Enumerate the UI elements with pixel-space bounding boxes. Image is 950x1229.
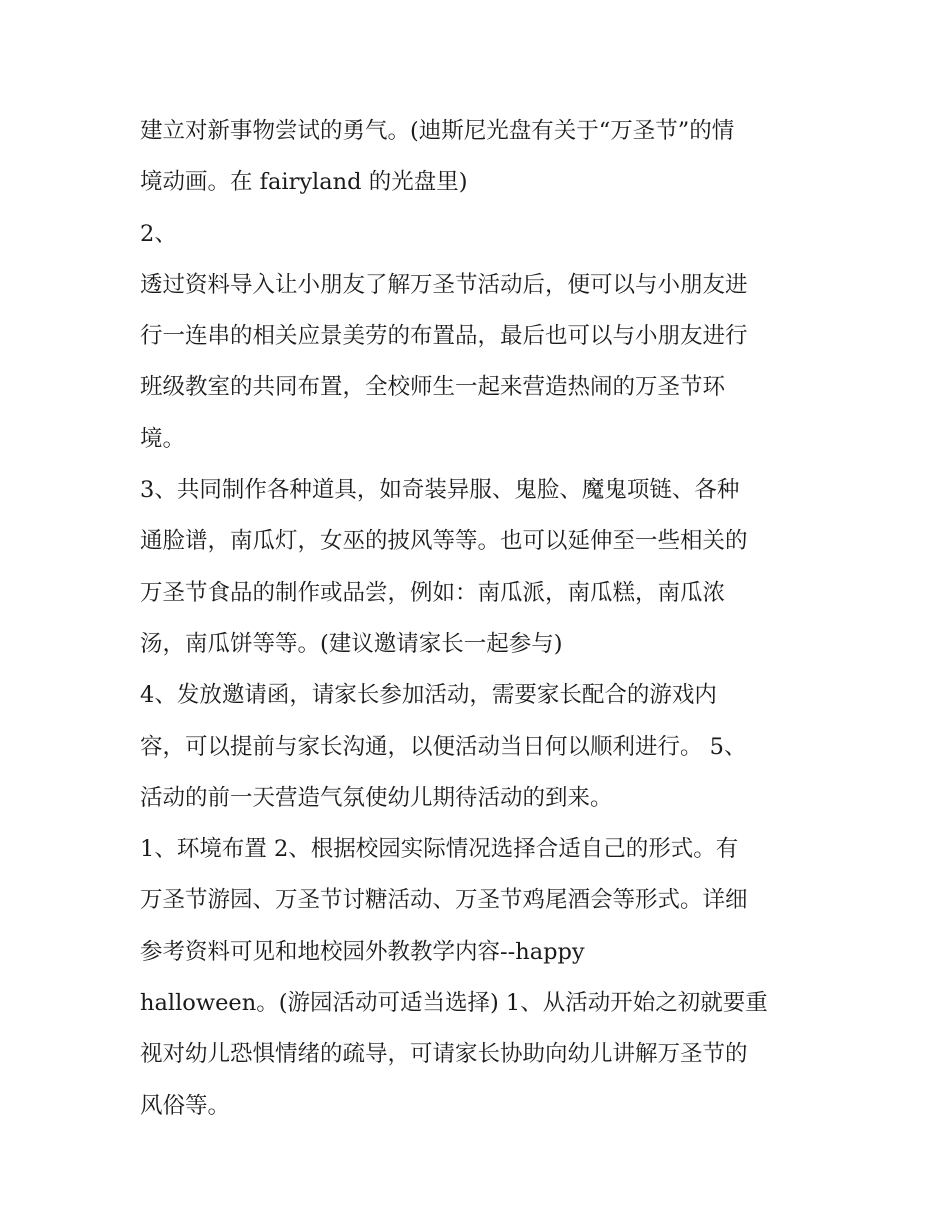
text-line: 境动画。在 fairyland 的光盘里) [140, 169, 468, 196]
text-line: 万圣节游园、万圣节讨糖活动、万圣节鸡尾酒会等形式。详细 [140, 887, 748, 914]
text-line: 4、发放邀请函，请家长参加活动，需要家长配合的游戏内 [140, 682, 717, 709]
text-line: 1、环境布置 2、根据校园实际情况选择合适自己的形式。有 [140, 836, 739, 863]
text-line: halloween。(游园活动可适当选择) 1、从活动开始之初就要重 [140, 990, 768, 1017]
body-text [140, 106, 820, 1132]
text-line: 风俗等。 [140, 1092, 231, 1119]
text-line: 活动的前一天营造气氛使幼儿期待活动的到来。 [140, 784, 613, 811]
text-line: 行一连串的相关应景美劳的布置品，最后也可以与小朋友进行 [140, 323, 748, 350]
text-line: 建立对新事物尝试的勇气。(迪斯尼光盘有关于“万圣节”的情 [140, 118, 735, 144]
text-line: 汤，南瓜饼等等。(建议邀请家长一起参与) [140, 630, 563, 657]
text-line: 班级教室的共同布置，全校师生一起来营造热闹的万圣节环 [140, 374, 726, 401]
text-line: 通脸谱，南瓜灯，女巫的披风等等。也可以延伸至一些相关的 [140, 528, 748, 555]
text-line: 透过资料导入让小朋友了解万圣节活动后，便可以与小朋友进 [140, 271, 748, 298]
text-line: 3、共同制作各种道具，如奇装异服、鬼脸、魔鬼项链、各种 [140, 477, 740, 504]
text-line: 万圣节食品的制作或品尝，例如：南瓜派，南瓜糕，南瓜浓 [140, 579, 726, 606]
text-line: 2、 [140, 220, 177, 247]
text-line: 容，可以提前与家长沟通，以便活动当日何以顺利进行。 5、 [140, 733, 747, 760]
text-line: 参考资料可见和地校园外教教学内容--happy [140, 938, 585, 965]
text-line: 境。 [140, 425, 186, 452]
text-line: 视对幼儿恐惧情绪的疏导，可请家长协助向幼儿讲解万圣节的 [140, 1041, 748, 1068]
